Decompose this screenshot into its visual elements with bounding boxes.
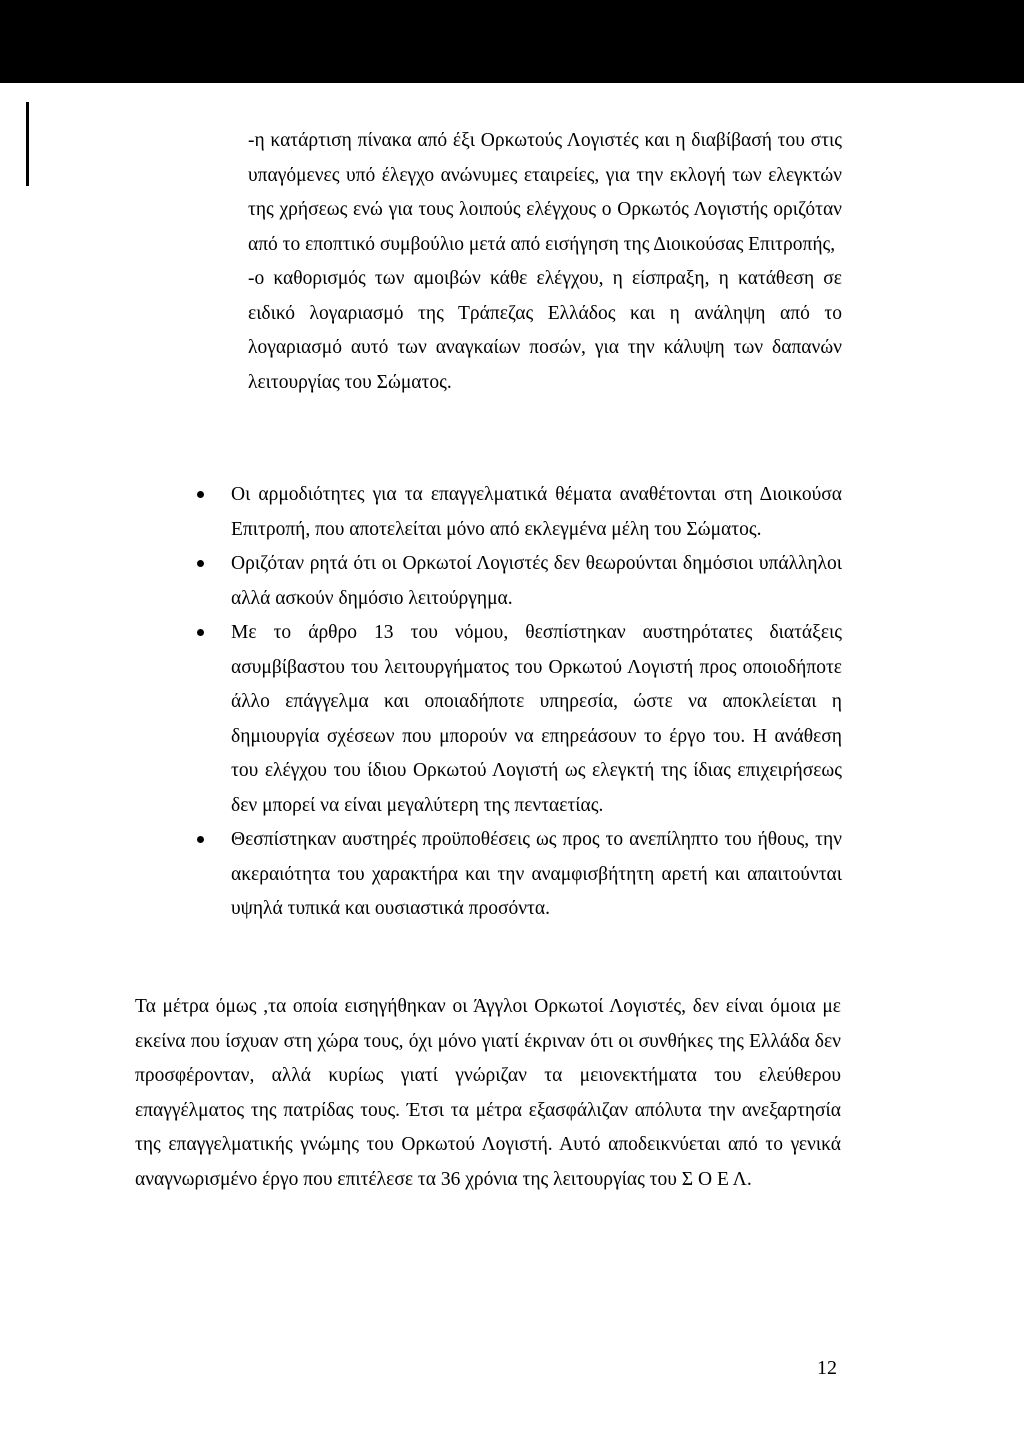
- list-item: Θεσπίστηκαν αυστηρές προϋποθέσεις ως προς το ανεπίληπτο του ήθους, την ακεραιότητα του χαρακτήρα και την αναμφισβήτητη αρετή και απαιτούνται υψηλά τυπικά και ουσιαστικά προσόντα.: [197, 823, 842, 927]
- text-block-duties: [248, 124, 842, 400]
- paragraph-auditor-list: -η κατάρτιση πίνακα από έξι Ορκωτούς Λογιστές και η διαβίβασή του στις υπαγόμενες υπό έλεγχο ανώνυμες εταιρείες, για την εκλογή των ελεγκτών της χρήσεως ενώ για τους λοιπούς ελέγχους ο Ορκωτός Λογιστής οριζόταν από το εποπτικό συμβούλιο μετά από εισήγηση της Διοικούσας Επιτροπής,: [248, 130, 842, 255]
- text-block-closing: [135, 990, 841, 1197]
- bullet-list: [197, 478, 842, 927]
- paragraph-closing: Τα μέτρα όμως ,τα οποία εισηγήθηκαν οι Άγγλοι Ορκωτοί Λογιστές, δεν είναι όμοια με εκείνα που ίσχυαν στη χώρα τους, όχι μόνο γιατί έκριναν ότι οι συνθήκες της Ελλάδα δεν προσφέρονταν, αλλά κυρίως γιατί γνώριζαν τα μειονεκτήματα του ελεύθερου επαγγέλματος της πατρίδας τους. Έτσι τα μέτρα εξασφάλιζαν απόλυτα την ανεξαρτησία της επαγγελματικής γνώμης του Ορκωτού Λογιστή. Αυτό αποδεικνύεται από το γενικά αναγνωρισμένο έργο που επιτέλεσε τα 36 χρόνια της λειτουργίας του Σ Ο Ε Λ.: [135, 996, 841, 1190]
- list-item: Με το άρθρο 13 του νόμου, θεσπίστηκαν αυστηρότατες διατάξεις ασυμβίβαστου του λειτουργήματος του Ορκωτού Λογιστή προς οποιοδήποτε άλλο επάγγελμα και οποιαδήποτε υπηρεσία, ώστε να αποκλείεται η δημιουργία σχέσεων που μπορούν να επηρεάσουν το έργο του. Η ανάθεση του ελέγχου του ίδιου Ορκωτού Λογιστή ως ελεγκτή της ίδιας επιχειρήσεως δεν μπορεί να είναι μεγαλύτερη της πενταετίας.: [197, 616, 842, 823]
- bullet-icon: [197, 629, 204, 636]
- paragraph-fees: -ο καθορισμός των αμοιβών κάθε ελέγχου, η είσπραξη, η κατάθεση σε ειδικό λογαριασμό της Τράπεζας Ελλάδος και η ανάληψη από το λογαριασμό αυτό των αναγκαίων ποσών, για την κάλυψη των δαπανών λειτουργίας του Σώματος.: [248, 268, 842, 393]
- margin-bar: [26, 102, 29, 186]
- page-number: 12: [817, 1357, 837, 1379]
- list-item: Οι αρμοδιότητες για τα επαγγελματικά θέματα αναθέτονται στη Διοικούσα Επιτροπή, που αποτελείται μόνο από εκλεγμένα μέλη του Σώματος.: [197, 478, 842, 547]
- bullet-icon: [197, 560, 204, 567]
- list-item: Οριζόταν ρητά ότι οι Ορκωτοί Λογιστές δεν θεωρούνται δημόσιοι υπάλληλοι αλλά ασκούν δημόσιο λειτούργημα.: [197, 547, 842, 616]
- bullet-icon: [197, 491, 204, 498]
- bullet-icon: [197, 836, 204, 843]
